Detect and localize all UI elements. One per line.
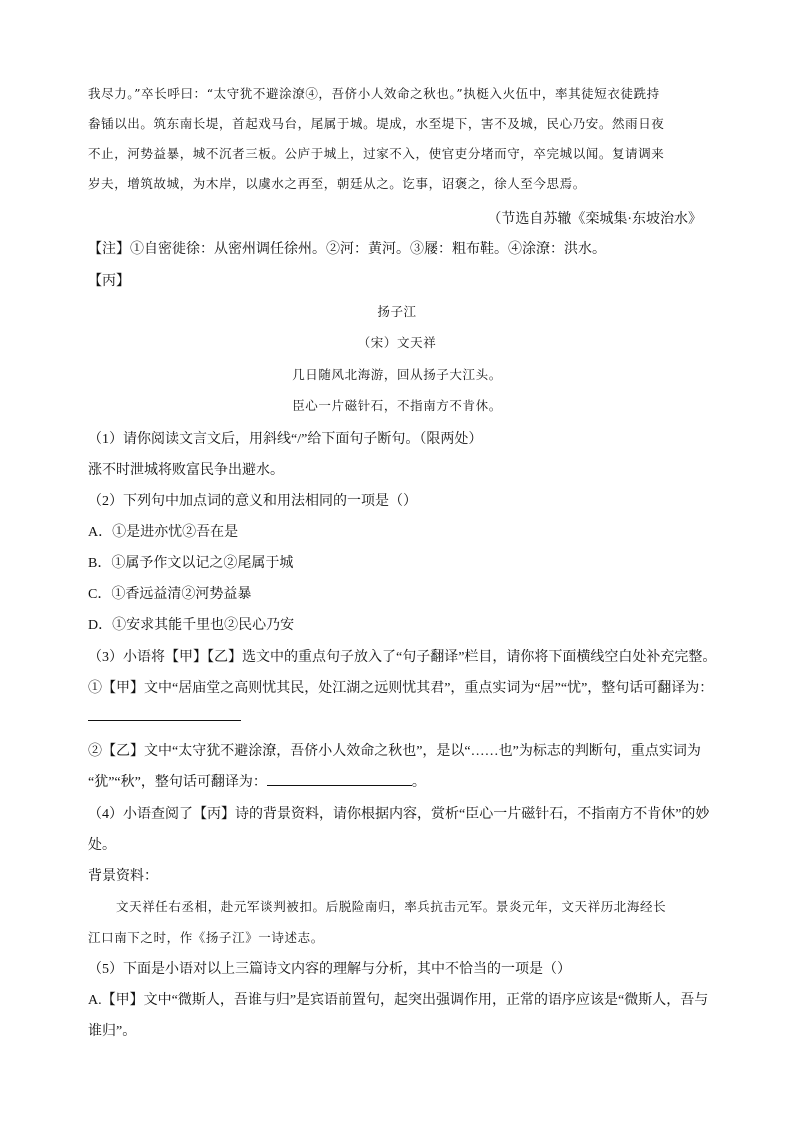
question-3-item-2-line-2 bbox=[88, 771, 426, 791]
passage-line-2: 畚锸以出。筑东南长堤，首起戏马台，尾属于城。堤成，水至堤下，害不及城，民心乃安。然雨日夜 bbox=[88, 116, 665, 131]
question-2-option-b: B．①属予作文以记之②尾属于城 bbox=[88, 556, 294, 571]
question-3-item-2-end: 。 bbox=[411, 775, 426, 790]
poem-line-1: 几日随风北海游，回从扬子大江头。 bbox=[292, 367, 502, 382]
passage-line-3: 不止，河势益暴，城不沉者三板。公庐于城上，过家不入，使官吏分堵而守，卒完城以闻。复请调来 bbox=[88, 146, 665, 161]
question-5-option-a-line-1: A.【甲】文中“微斯人，吾谁与归”是宾语前置句，起突出强调作用，正常的语序应该是“微斯人，吾与 bbox=[88, 993, 709, 1008]
question-5-prompt: （5）下面是小语对以上三篇诗文内容的理解与分析，其中不恰当的一项是（） bbox=[88, 962, 571, 977]
question-3-item-1: ①【甲】文中“居庙堂之高则忧其民，处江湖之远则忧其君”，重点实词为“居”“忧”，整句话可翻译为： bbox=[88, 681, 714, 696]
question-4-prompt-line-1: （4）小语查阅了【丙】诗的背景资料，请你根据内容，赏析“臣心一片磁针石，不指南方不肯休”的妙 bbox=[88, 807, 710, 822]
question-4-prompt-line-2: 处。 bbox=[88, 838, 116, 853]
answer-blank-inline[interactable] bbox=[267, 771, 412, 786]
background-line-1: 文天祥任右丞相，赴元军谈判被扣。后脱险南归，率兵抗击元军。景炎元年，文天祥历北海经长 bbox=[116, 899, 667, 914]
annotation-notes: 【注】①自密徙徐：从密州调任徐州。②河：黄河。③屦：粗布鞋。④涂潦：洪水。 bbox=[88, 242, 606, 257]
question-2-option-d: D．①安求其能千里也②民心乃安 bbox=[88, 618, 295, 633]
question-5-option-a-line-2: 谁归”。 bbox=[88, 1024, 137, 1039]
poem-line-2: 臣心一片磁针石，不指南方不肯休。 bbox=[292, 398, 502, 413]
poem-author: （宋）文天祥 bbox=[357, 335, 437, 350]
question-2-option-c: C．①香远益清②河势益暴 bbox=[88, 587, 252, 602]
question-2-prompt: （2）下列句中加点词的意义和用法相同的一项是（） bbox=[88, 494, 417, 509]
passage-line-1: 我尽力。”卒长呼曰：“太守犹不避涂潦④，吾侪小人效命之秋也。”执梃入火伍中，率其徒短衣徒跣持 bbox=[88, 86, 660, 101]
question-1-prompt: （1）请你阅读文言文后，用斜线“/”给下面句子断句。（限两处） bbox=[88, 432, 483, 447]
question-3-prompt: （3）小语将【甲】【乙】选文中的重点句子放入了“句子翻译”栏目，请你将下面横线空白处补充完整。 bbox=[88, 650, 717, 665]
question-1-sentence: 涨不时泄城将败富民争出避水。 bbox=[88, 463, 284, 478]
question-2-option-a: A．①是进亦忧②吾在是 bbox=[88, 525, 239, 540]
poem-title: 扬子江 bbox=[377, 304, 417, 319]
background-label: 背景资料： bbox=[88, 869, 158, 884]
question-3-item-2-line-1: ②【乙】文中“太守犹不避涂潦，吾侪小人效命之秋也”，是以“……也”为标志的判断句，重点实词为 bbox=[88, 744, 701, 759]
section-heading-bing: 【丙】 bbox=[88, 274, 130, 289]
background-line-2: 江口南下之时，作《扬子江》一诗述志。 bbox=[88, 930, 324, 945]
answer-blank-line[interactable] bbox=[88, 720, 241, 721]
passage-line-4: 岁夫，增筑故城，为木岸，以虞水之再至，朝廷从之。讫事，诏褒之，徐人至今思焉。 bbox=[88, 176, 586, 191]
question-3-item-2-text: “犹”“秋”，整句话可翻译为： bbox=[88, 775, 267, 790]
passage-source: （节选自苏辙《栾城集·东坡治水》 bbox=[487, 212, 702, 227]
